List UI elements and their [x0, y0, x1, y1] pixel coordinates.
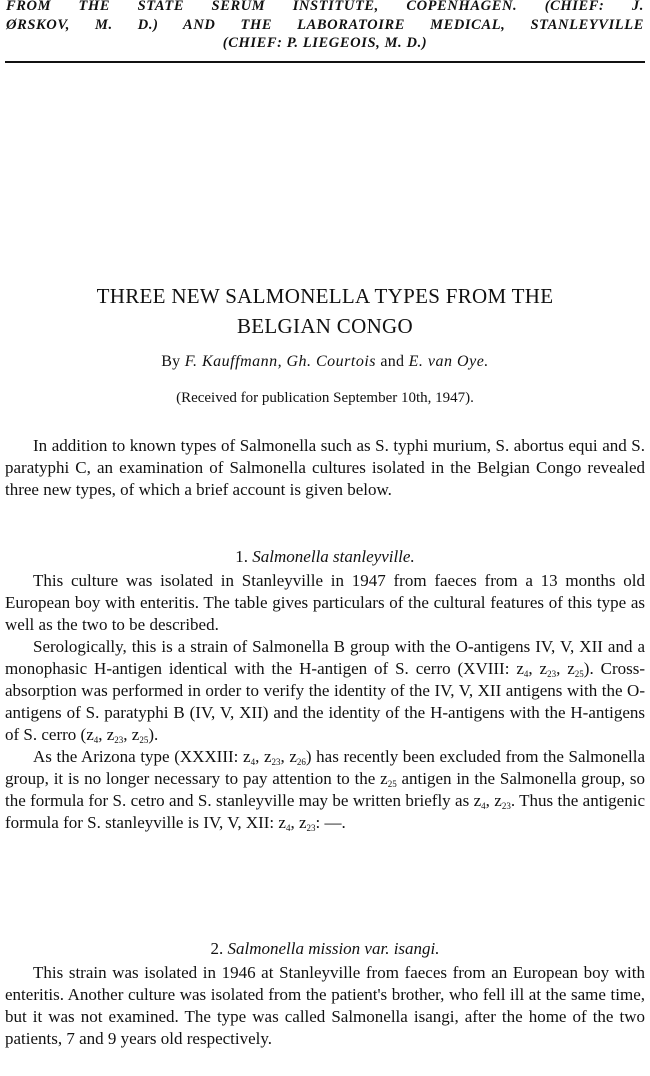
- section-isangi: [5, 938, 645, 1050]
- header-line-2: ØRSKOV, M. D.) AND THE LABORATOIRE MEDICAL, STANLEYVILLE: [6, 16, 644, 33]
- section-stanleyville: [5, 546, 645, 834]
- byline-and: and: [380, 353, 405, 370]
- intro-paragraph: In addition to known types of Salmonella such as S. typhi murium, S. abortus equi and S. paratyphi C, an examination of Salmonella cultures isolated in the Belgian Congo revealed three new types, of which a brief account is given below.: [5, 436, 645, 499]
- header-line-3: (CHIEF: P. LIEGEOIS, M. D.): [222, 35, 428, 51]
- title-line-2: BELGIAN CONGO: [237, 314, 413, 338]
- author-kauffmann: F. Kauffmann,: [184, 353, 283, 370]
- byline: [0, 353, 650, 371]
- section-2-paragraph-1: This strain was isolated in 1946 at Stanleyville from faeces from an European boy with enteritis. Another culture was isolated from the patient's brother, who fell ill at the same time, but it was not examined. The type was called Salmonella isangi, after the home of the two patients, 7 and 9 years old respectively.: [5, 963, 645, 1048]
- section-2-heading: 2. Salmonella mission var. isangi.: [210, 939, 440, 958]
- author-van-oye: E. van Oye.: [408, 353, 489, 370]
- title-line-1: THREE NEW SALMONELLA TYPES FROM THE: [96, 284, 554, 308]
- received-date: (Received for publication September 10th, 1947).: [176, 390, 474, 406]
- institution-header: [6, 0, 644, 53]
- header-line-1: FROM THE STATE SERUM INSTITUTE, COPENHAGEN. (CHIEF: J.: [6, 0, 644, 14]
- section-1-paragraph-1: This culture was isolated in Stanleyville in 1947 from faeces from a 13 months old European boy with enteritis. The table gives particulars of the cultural features of this type as well as the two to be described.: [5, 571, 645, 634]
- section-1-paragraph-3: As the Arizona type (XXXIII: $z_4$, $z_{23}$, $z_{26}$) has recently been excluded from the Salmonella group, it is no longer necessary to pay attention to the $z_{25}$ antigen in the Salmonella group, so the formula for S. cetro and S. stanleyville may be written briefly as $z_4$, $z_{23}$. Thus the antigenic formula for S. stanleyville is IV, V, XII: $z_4$, $z_{23}$: —.: [5, 747, 646, 833]
- intro-section: [5, 435, 645, 501]
- article-title: [0, 281, 650, 341]
- section-1-heading: 1. Salmonella stanleyville.: [235, 547, 415, 566]
- header-rule: [5, 61, 645, 63]
- author-courtois: Gh. Courtois: [286, 353, 377, 370]
- section-1-paragraph-2: Serologically, this is a strain of Salmonella B group with the O-antigens IV, V, XII and a monophasic H-antigen identical with the H-antigen of S. cerro (XVIII: $z_4$, $z_{23}$, $z_{25}$). Cross-absorption was performed in order to verify the identity of the IV, V, XII antigens with the O-antigens of S. paratyphi B (IV, V, XII) and the identity of the H-antigens with the H-antigens of S. cerro ($z_4$, $z_{23}$, $z_{25}$).: [5, 637, 646, 745]
- byline-prefix: By: [161, 353, 181, 370]
